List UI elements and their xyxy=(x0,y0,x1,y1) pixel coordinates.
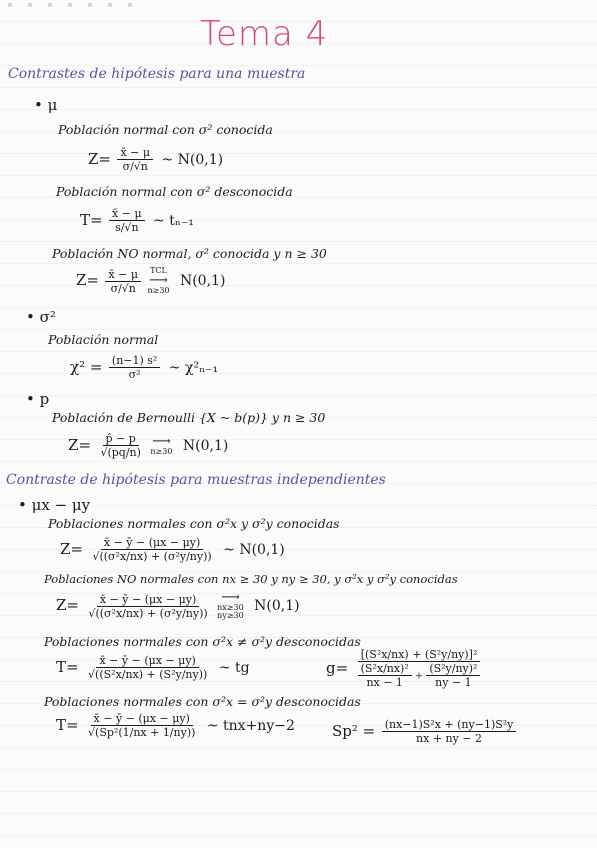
formula-lhs: Z= xyxy=(60,539,83,558)
punch-hole xyxy=(48,3,52,7)
formula-z-mu-tcl xyxy=(76,267,225,295)
formula-pooled-variance xyxy=(332,718,516,745)
arrow-bottom-label: nx≥30 ny≥30 xyxy=(217,603,244,620)
numerator: (nx−1)S²x + (ny−1)S²y xyxy=(382,718,517,732)
distribution: ~ N(0,1) xyxy=(223,541,285,558)
numerator: x̄ − ȳ − (μx − μy) xyxy=(96,654,198,668)
numerator: x̄ − μ xyxy=(109,207,145,221)
formula-t-diff-equal xyxy=(56,712,295,739)
denominator: nx + ny − 2 xyxy=(416,732,483,745)
punch-hole xyxy=(88,3,92,7)
case-label: Poblaciones normales con σ²x ≠ σ²y desconocidas xyxy=(44,634,361,649)
numerator: (S²y/ny)² xyxy=(426,662,480,676)
punch-hole xyxy=(68,3,72,7)
formula-chi2 xyxy=(70,354,218,381)
formula-t-diff-unequal xyxy=(56,654,250,681)
denominator xyxy=(355,662,484,689)
numerator: (S²x/nx)² xyxy=(358,662,412,676)
punch-hole xyxy=(108,3,112,7)
denominator: ny − 1 xyxy=(435,676,472,689)
arrow-bottom-label: n≥30 xyxy=(147,286,170,295)
arrow-icon: ⟶ xyxy=(221,590,240,605)
numerator: x̄ − ȳ − (μx − μy) xyxy=(97,593,199,607)
denominator: √(pq/n) xyxy=(100,446,141,459)
case-label: Poblaciones NO normales con nx ≥ 30 y ny ≥ 30, y σ²x y σ²y conocidas xyxy=(44,572,458,586)
formula-lhs: Z= xyxy=(76,271,99,289)
denominator: s/√n xyxy=(115,221,139,234)
numerator: x̄ − μ xyxy=(105,268,141,282)
formula-lhs: Z= xyxy=(68,435,91,454)
bullet-mu: • μ xyxy=(34,96,58,114)
fraction xyxy=(97,432,143,459)
distribution: ~ tnx+ny−2 xyxy=(206,717,295,734)
fraction xyxy=(89,536,214,563)
numerator: (n−1) s² xyxy=(109,354,160,368)
denominator: √((S²x/nx) + (S²y/ny)) xyxy=(88,668,208,681)
convergence-arrow xyxy=(150,433,173,456)
case-label: Población NO normal, σ² conocida y n ≥ 30 xyxy=(52,246,327,261)
punch-hole xyxy=(28,3,32,7)
plus-sign: + xyxy=(415,671,423,682)
formula-lhs: Sp² = xyxy=(332,721,376,740)
formula-lhs: g= xyxy=(326,658,349,677)
formula-z-mu-known xyxy=(88,146,223,173)
fraction xyxy=(85,593,210,620)
arrow-bottom-label: n≥30 xyxy=(150,446,173,456)
fraction xyxy=(109,354,160,381)
section-heading-one-sample: Contrastes de hipótesis para una muestra xyxy=(8,66,306,82)
fraction xyxy=(358,662,412,689)
arrow-icon: ⟶ xyxy=(149,273,168,288)
distribution: ~ tₙ₋₁ xyxy=(153,212,194,229)
arrow-icon: ⟶ xyxy=(152,433,171,449)
numerator: x̄ − ȳ − (μx − μy) xyxy=(91,712,193,726)
arrow-top-label: TCL xyxy=(150,266,167,275)
convergence-arrow xyxy=(147,267,169,295)
distribution: N(0,1) xyxy=(179,273,226,289)
fraction xyxy=(382,718,517,745)
formula-lhs: χ² = xyxy=(70,357,103,376)
fraction xyxy=(117,146,153,173)
case-label: Poblaciones normales con σ²x = σ²y desconocidas xyxy=(44,694,361,709)
punch-hole xyxy=(8,3,12,7)
numerator: [(S²x/nx) + (S²y/ny)]² xyxy=(358,648,481,662)
denominator: σ² xyxy=(128,368,141,381)
section-heading-independent: Contraste de hipótesis para muestras independientes xyxy=(6,472,386,488)
distribution: ~ χ²ₙ₋₁ xyxy=(168,359,219,376)
formula-welch-g xyxy=(326,648,483,689)
bullet-p: • p xyxy=(26,390,50,408)
denominator: σ/√n xyxy=(110,281,136,295)
fraction xyxy=(426,662,480,689)
distribution: N(0,1) xyxy=(182,437,229,454)
case-label: Población normal xyxy=(48,332,159,347)
formula-z-diff-known xyxy=(60,536,285,563)
denominator: √((σ²x/nx) + (σ²y/ny)) xyxy=(92,550,212,563)
formula-z-proportion xyxy=(68,432,228,459)
formula-lhs: Z= xyxy=(88,149,111,168)
distribution: ~ tg xyxy=(218,659,250,676)
fraction xyxy=(85,712,198,739)
case-label: Población normal con σ² conocida xyxy=(58,122,273,137)
numerator: p̂ − p xyxy=(103,432,139,446)
page-title: Tema 4 xyxy=(200,14,329,54)
formula-lhs: T= xyxy=(56,657,79,676)
case-label: Poblaciones normales con σ²x y σ²y conocidas xyxy=(48,516,340,531)
punch-hole xyxy=(128,3,132,7)
denominator: √(Sp²(1/nx + 1/ny)) xyxy=(88,726,196,739)
bullet-mu-diff: • μx − μy xyxy=(18,496,91,514)
formula-lhs: Z= xyxy=(56,596,79,614)
denominator: √((σ²x/nx) + (σ²y/ny)) xyxy=(88,606,208,620)
formula-t-mu-unknown xyxy=(80,207,194,234)
case-label: Población de Bernoulli {X ~ b(p)} y n ≥ 30 xyxy=(52,410,326,425)
numerator: x̄ − ȳ − (μx − μy) xyxy=(101,536,203,550)
formula-lhs: T= xyxy=(80,210,103,229)
fraction xyxy=(355,648,484,689)
denominator: σ/√n xyxy=(122,160,148,173)
fraction xyxy=(85,654,210,681)
denominator: nx − 1 xyxy=(366,676,403,689)
distribution: ~ N(0,1) xyxy=(161,151,224,168)
convergence-arrow xyxy=(217,592,244,620)
numerator: x̄ − μ xyxy=(117,146,153,160)
bullet-sigma2: • σ² xyxy=(26,308,56,326)
distribution: N(0,1) xyxy=(254,598,300,614)
case-label: Población normal con σ² desconocida xyxy=(56,184,293,199)
formula-lhs: T= xyxy=(56,715,79,734)
fraction xyxy=(105,268,141,295)
formula-z-diff-tcl xyxy=(56,592,300,620)
fraction xyxy=(109,207,145,234)
